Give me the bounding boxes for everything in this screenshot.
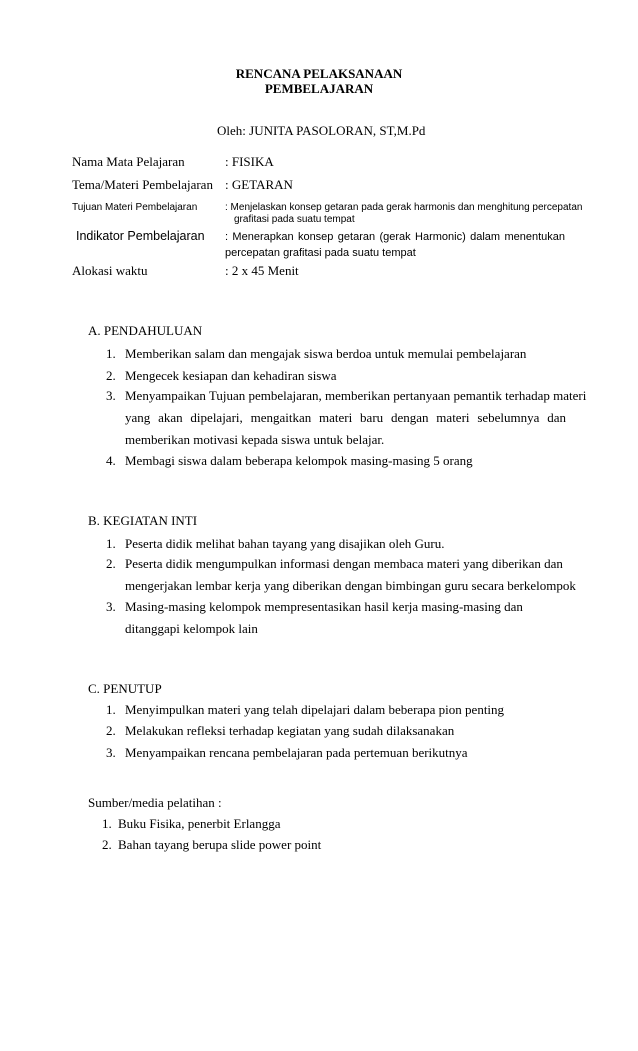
section-heading-inti: B. KEGIATAN INTI [88,513,198,528]
list-number: 3. [106,388,116,403]
list-item-text: Bahan tayang berupa slide power point [118,837,322,852]
list-number: 1. [106,346,116,361]
document-title-line1: RENCANA PELAKSANAAN [235,66,403,81]
list-item-text: Buku Fisika, penerbit Erlangga [118,816,281,831]
info-value-alokasi: : 2 x 45 Menit [225,263,299,278]
list-item-text: Mengecek kesiapan dan kehadiran siswa [125,368,337,383]
info-value-indikator-text1: : Menerapkan konsep getaran (gerak Harmonic) dalam menentukan [225,231,565,243]
list-item-text-line2-content: yang akan dipelajari, mengaitkan materi baru dengan materi sebelumnya dan [125,410,566,425]
list-number: 1. [102,816,112,831]
list-number: 1. [106,702,116,717]
info-value-tema: : GETARAN [225,177,293,192]
list-item-text-line2: ditanggapi kelompok lain [125,621,258,636]
section-heading-penutup: C. PENUTUP [88,681,162,696]
list-item-text: Peserta didik melihat bahan tayang yang disajikan oleh Guru. [125,536,445,551]
section-heading-pendahuluan: A. PENDAHULUAN [88,323,203,338]
list-item-text-line1: Peserta didik mengumpulkan informasi dengan membaca materi yang diberikan dan [125,556,563,571]
list-number: 2. [102,837,112,852]
list-number: 3. [106,745,116,760]
list-item-text-line3: memberikan motivasi kepada siswa untuk belajar. [125,432,385,447]
document-author: Oleh: JUNITA PASOLORAN, ST,M.Pd [217,123,426,138]
list-item-text: Memberikan salam dan mengajak siswa berdoa untuk memulai pembelajaran [125,346,527,361]
list-number: 2. [106,556,116,571]
info-value-tujuan-line2: grafitasi pada suatu tempat [234,214,355,225]
list-number: 3. [106,599,116,614]
list-number: 2. [106,723,116,738]
info-value-indikator-line2: percepatan grafitasi pada suatu tempat [225,247,416,259]
list-number: 1. [106,536,116,551]
section-heading-sumber: Sumber/media pelatihan : [88,795,222,810]
info-value-tujuan-line1: : Menjelaskan konsep getaran pada gerak harmonis dan menghitung percepatan [225,202,583,213]
info-label-tujuan: Tujuan Materi Pembelajaran [72,202,198,213]
list-item-text-line1: Menyampaikan Tujuan pembelajaran, memberikan pertanyaan pemantik terhadap materi [125,388,587,403]
list-item-text: Melakukan refleksi terhadap kegiatan yang sudah dilaksanakan [125,723,455,738]
info-label-tema: Tema/Materi Pembelajaran [72,177,213,192]
list-item-text: Membagi siswa dalam beberapa kelompok masing-masing 5 orang [125,453,473,468]
document-title-line2: PEMBELAJARAN [264,81,374,96]
info-label-alokasi: Alokasi waktu [72,263,148,278]
info-label-indikator: Indikator Pembelajaran [76,229,205,243]
list-item-text-line2 [125,410,566,426]
info-value-indikator-line1 [225,231,565,243]
list-number: 2. [106,368,116,383]
list-number: 4. [106,453,116,468]
info-label-mata-pelajaran: Nama Mata Pelajaran [72,154,185,169]
info-value-mata-pelajaran: : FISIKA [225,154,274,169]
list-item-text-line2: mengerjakan lembar kerja yang diberikan dengan bimbingan guru secara berkelompok [125,578,576,593]
list-item-text: Menyimpulkan materi yang telah dipelajari dalam beberapa pion penting [125,702,505,717]
list-item-text: Menyampaikan rencana pembelajaran pada pertemuan berikutnya [125,745,468,760]
list-item-text-line1: Masing-masing kelompok mempresentasikan hasil kerja masing-masing dan [125,599,523,614]
